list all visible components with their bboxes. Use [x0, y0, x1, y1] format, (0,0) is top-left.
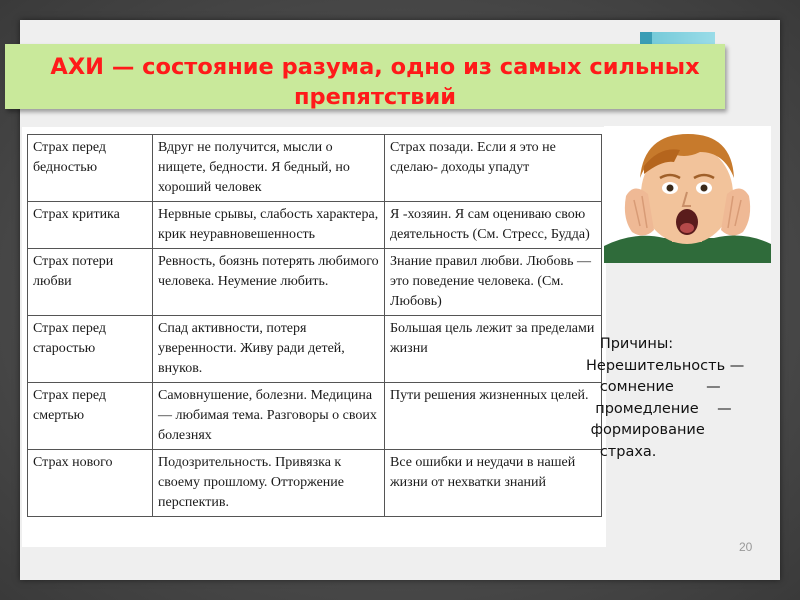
remedy-cell: Все ошибки и неудачи в нашей жизни от нехватки знаний [385, 450, 602, 517]
screaming-boy-photo [604, 126, 771, 263]
fear-cell: Страх перед старостью [28, 316, 153, 383]
fear-cell: Страх перед смертью [28, 383, 153, 450]
table-row [28, 135, 602, 202]
causes-line: формирование [586, 422, 705, 438]
fear-cell: Страх критика [28, 202, 153, 249]
remedy-cell: Большая цель лежит за пределами жизни [385, 316, 602, 383]
symptoms-cell: Подозрительность. Привязка к своему прошлому. Отторжение перспектив. [153, 450, 385, 517]
fear-cell: Страх потери любви [28, 249, 153, 316]
title-banner [5, 44, 725, 109]
fear-cell: Страх нового [28, 450, 153, 517]
slide-title: АХИ — состояние разума, одно из самых сильных препятствий [50, 54, 700, 109]
causes-line: промедление — [586, 400, 732, 417]
table-row [28, 450, 602, 517]
remedy-cell: Я -хозяин. Я сам оцениваю свою деятельность (См. Стресс, Будда) [385, 202, 602, 249]
symptoms-cell: Самовнушение, болезни. Медицина — любимая тема. Разговоры о своих болезнях [153, 383, 385, 450]
photo-illustration [604, 126, 771, 263]
causes-line: сомнение — [586, 379, 721, 395]
table-row [28, 249, 602, 316]
symptoms-cell: Вдруг не получится, мысли о нищете, бедности. Я бедный, но хороший человек [153, 135, 385, 202]
remedy-cell: Страх позади. Если я это не сделаю- доходы упадут [385, 135, 602, 202]
page-number: 20 [739, 540, 753, 554]
table-row [28, 383, 602, 450]
table-row [28, 202, 602, 249]
symptoms-cell: Нервные срывы, слабость характера, крик неуравновешенность [153, 202, 385, 249]
remedy-cell: Пути решения жизненных целей. [385, 383, 602, 450]
fears-table-container [22, 127, 606, 547]
causes-line: Нерешительность — [586, 357, 745, 374]
symptoms-cell: Спад активности, потеря уверенности. Живу ради детей, внуков. [153, 316, 385, 383]
fears-table [27, 134, 602, 517]
table-row [28, 316, 602, 383]
symptoms-cell: Ревность, боязнь потерять любимого человека. Неумение любить. [153, 249, 385, 316]
causes-line: страха. [586, 443, 657, 460]
causes-line: Причины: [586, 336, 674, 352]
remedy-cell: Знание правил любви. Любовь — это поведение человека. (См. Любовь) [385, 249, 602, 316]
causes-text [586, 334, 796, 463]
fear-cell: Страх перед бедностью [28, 135, 153, 202]
